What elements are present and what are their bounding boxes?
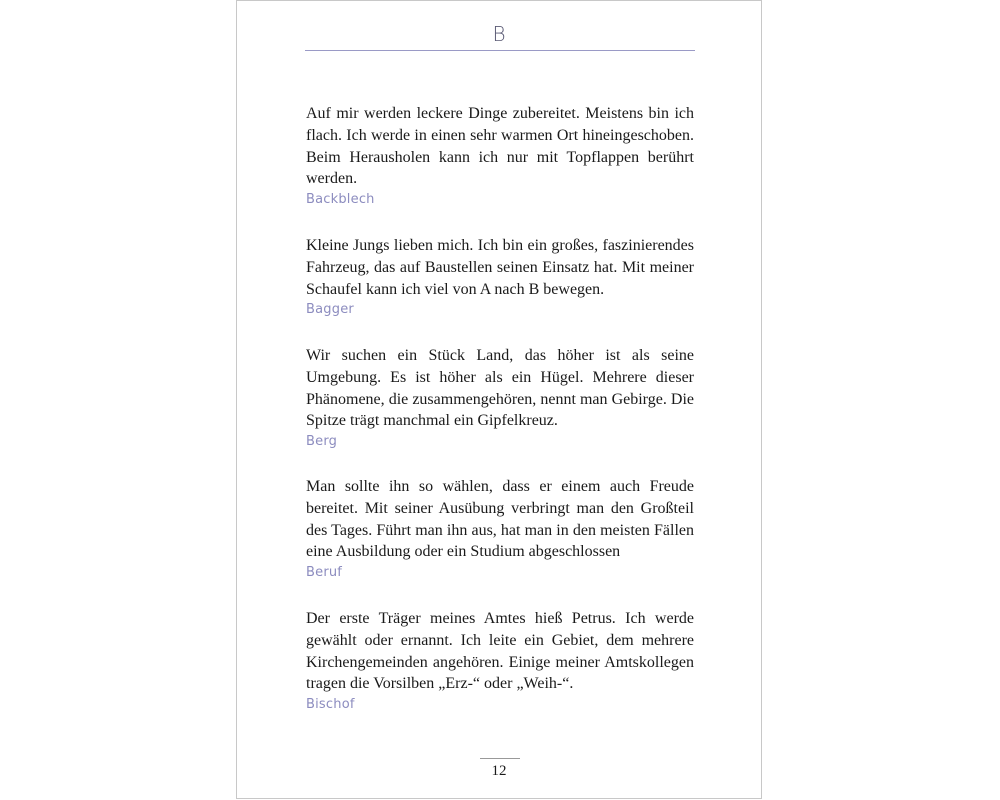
riddle-answer: Backblech [306,192,375,208]
riddle-item [306,345,694,452]
riddle-text: Man sollte ihn so wählen, dass er einem auch Freude bereitet. Mit seiner Ausübung verbringt man den Großteil des Tages. Führt man ihn aus, hat man in den meisten Fällen eine Ausbildung oder ein Studium abgeschlossen [306,478,694,561]
riddle-text: Auf mir werden leckere Dinge zubereitet. Meistens bin ich flach. Ich werde in einen sehr warmen Ort hineingeschoben. Beim Herausholen kann ich nur mit Topflappen berührt werden. [306,105,694,188]
riddle-item [306,103,694,210]
riddle-answer: Beruf [306,565,343,581]
footer-divider [480,758,520,759]
page-number: 12 [491,763,507,779]
riddle-text: Der erste Träger meines Amtes hieß Petrus. Ich werde gewählt oder ernannt. Ich leite ein Gebiet, dem mehrere Kirchengemeinden angehören. Einige meiner Amtskollegen tragen die Vorsilben „Erz-“ oder „Weih-“. [306,610,694,693]
header-divider [305,50,695,51]
riddle-answer: Bagger [306,302,354,318]
riddle-answer: Bischof [306,697,355,713]
riddle-item [306,608,694,715]
chapter-letter: B [492,22,506,46]
riddle-item [306,235,694,320]
riddle-answer: Berg [306,434,338,450]
riddle-item [306,476,694,583]
book-page [236,0,762,799]
riddle-text: Kleine Jungs lieben mich. Ich bin ein großes, faszinierendes Fahrzeug, das auf Baustellen seinen Einsatz hat. Mit meiner Schaufel kann ich viel von A nach B bewegen. [306,237,694,298]
riddle-text: Wir suchen ein Stück Land, das höher ist als seine Umgebung. Es ist höher als ein Hügel. Mehrere dieser Phänomene, die zusammengehören, nennt man Gebirge. Die Spitze trägt manchmal ein Gipfelkreuz. [306,347,694,430]
